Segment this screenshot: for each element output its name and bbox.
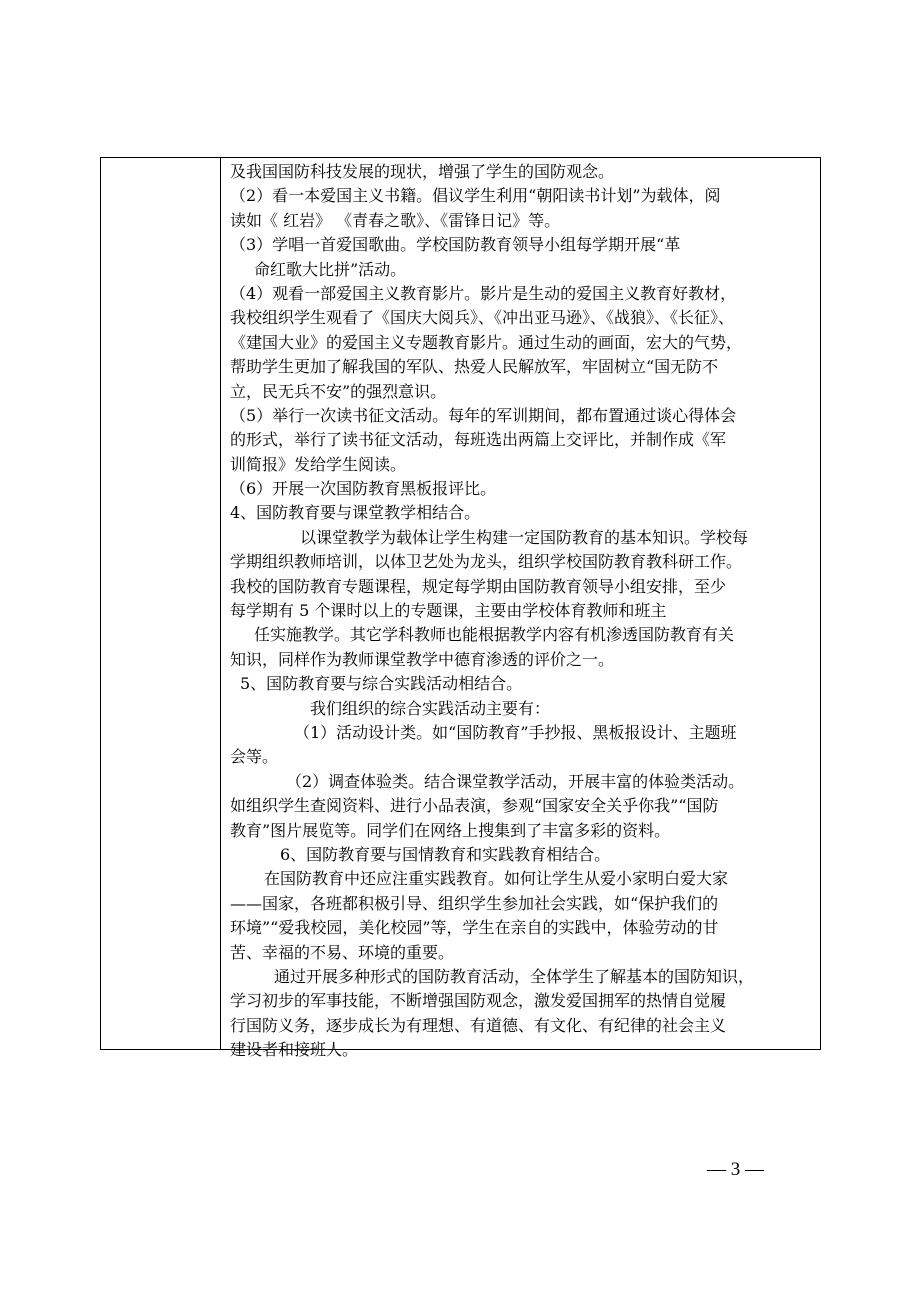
text-line: 学习初步的军事技能，不断增强国防观念，激发爱国拥军的热情自觉履	[230, 991, 727, 1011]
text-line: 在国防教育中还应注重实践教育。如何让学生从爱小家明白爱大家	[264, 869, 729, 889]
text-line: 及我国国防科技发展的现状，增强了学生的国防观念。	[230, 162, 615, 181]
text-line: （3）学唱一首爱国歌曲。学校国防教育领导小组每学期开展“革	[230, 235, 681, 255]
text-line: 读如《 红岩》 《青春之歌》、《雷锋日记》等。	[230, 210, 561, 230]
text-line: 以课堂教学为载体让学生构建一定国防教育的基本知识。学校每	[300, 527, 749, 547]
page-number: — 3 —	[707, 1159, 764, 1180]
text-line: 会等。	[230, 747, 279, 767]
table-left-cell	[101, 158, 221, 1049]
text-line: 我校的国防教育专题课程，规定每学期由国防教育领导小组安排，至少	[230, 576, 727, 596]
text-line: 教育”图片展览等。同学们在网络上搜集到了丰富多彩的资料。	[230, 820, 671, 840]
text-line: （2）看一本爱国主义书籍。倡议学生利用“朝阳读书计划”为载体，阅	[230, 186, 721, 206]
text-line: 立，民无兵不安”的强烈意识。	[230, 381, 447, 401]
text-line: ——国家，各班都积极引导、组织学生参加社会实践，如“保护我们的	[230, 893, 719, 913]
text-line: （4）观看一部爱国主义教育影片。影片是生动的爱国主义教育好教材，	[230, 283, 737, 303]
text-line: 学期组织教师培训，以体卫艺处为龙头，组织学校国防教育教科研工作。	[230, 552, 743, 572]
text-line: 通过开展多种形式的国防教育活动，全体学生了解基本的国防知识，	[274, 966, 755, 986]
text-line: 我们组织的综合实践活动主要有：	[310, 698, 551, 718]
table-content-cell	[221, 158, 820, 1060]
text-line: 命红歌大比拼”活动。	[254, 259, 407, 279]
text-line: （1）活动设计类。如“国防教育”手抄报、黑板报设计、主题班	[294, 722, 737, 742]
text-line: 的形式，举行了读书征文活动，每班选出两篇上交评比，并制作成《军	[230, 430, 727, 450]
text-line: 苦、幸福的不易、环境的重要。	[230, 942, 455, 962]
text-line: 我校组织学生观看了《国庆大阅兵》、《冲出亚马逊》、《战狼》、《长征》、	[230, 308, 735, 328]
text-line: 任实施教学。其它学科教师也能根据教学内容有机渗透国防教育有关	[254, 625, 735, 645]
content-table	[100, 157, 821, 1060]
text-line: 环境”“爱我校园，美化校园”等，学生在亲自的实践中，体验劳动的甘	[230, 918, 719, 938]
text-line: 每学期有 5 个课时以上的专题课，主要由学校体育教师和班主	[230, 601, 667, 621]
text-line: （6）开展一次国防教育黑板报评比。	[230, 479, 497, 499]
text-line: 4、国防教育要与课堂教学相结合。	[230, 503, 481, 523]
text-line: 如组织学生查阅资料、进行小品表演，参观“国家安全关乎你我”“国防	[230, 796, 719, 816]
text-line: （5）举行一次读书征文活动。每年的军训期间，都布置通过谈心得体会	[230, 405, 737, 425]
text-line: 《建国大业》的爱国主义专题教育影片。通过生动的画面，宏大的气势，	[230, 332, 743, 352]
text-line: 6、国防教育要与国情教育和实践教育相结合。	[280, 844, 611, 864]
text-line: 建设者和接班人。	[230, 1040, 359, 1060]
text-line: 知识，同样作为教师课堂教学中德育渗透的评价之一。	[230, 649, 615, 669]
text-line: 行国防义务，逐步成长为有理想、有道德、有文化、有纪律的社会主义	[230, 1015, 727, 1035]
text-line: 训简报》发给学生阅读。	[230, 454, 407, 474]
text-line: （2）调查体验类。结合课堂教学活动，开展丰富的体验类活动。	[286, 771, 745, 791]
text-line: 5、国防教育要与综合实践活动相结合。	[240, 674, 523, 694]
text-line: 帮助学生更加了解我国的军队、热爱人民解放军，牢固树立“国无防不	[230, 357, 719, 377]
